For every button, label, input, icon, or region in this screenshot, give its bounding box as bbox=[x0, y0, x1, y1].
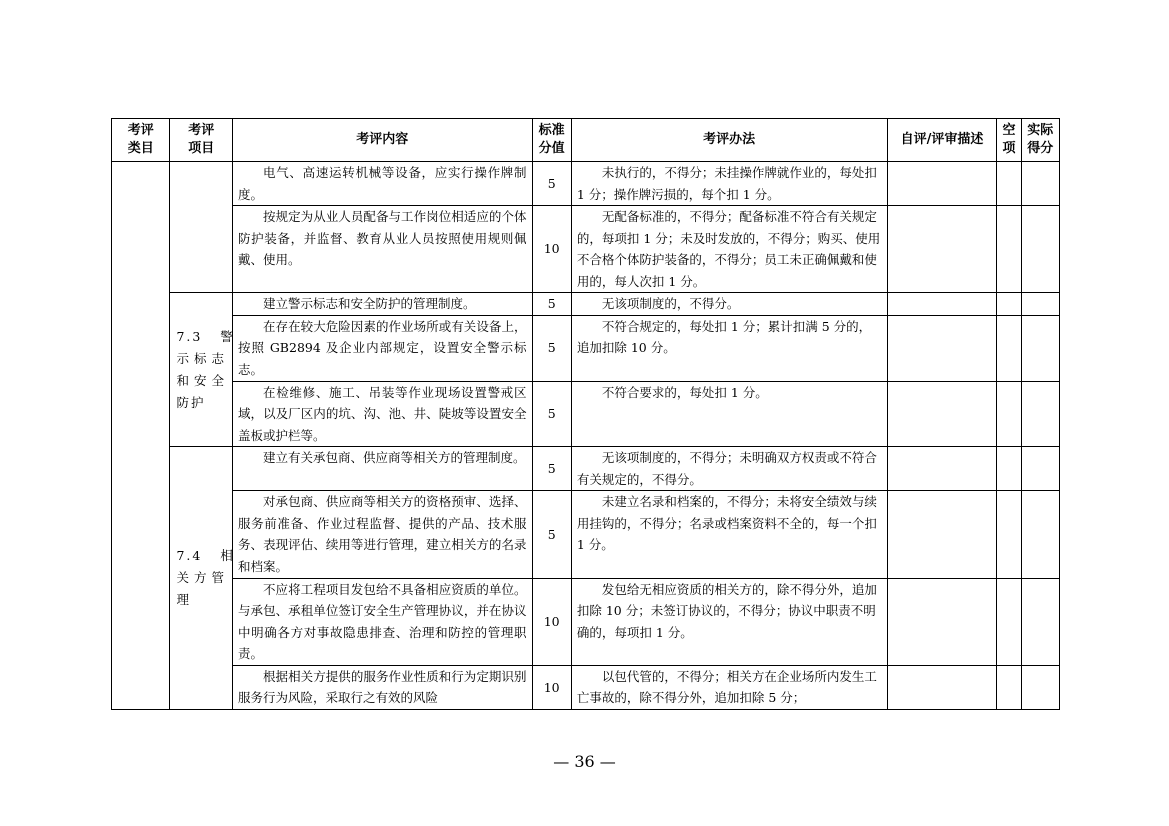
self-eval-cell[interactable] bbox=[887, 665, 997, 709]
header-self-eval: 自评/评审描述 bbox=[887, 119, 997, 162]
blank-cell[interactable] bbox=[997, 491, 1021, 578]
table-header-row bbox=[112, 119, 1060, 162]
actual-score-cell[interactable] bbox=[1021, 315, 1059, 381]
score-cell: 5 bbox=[532, 162, 571, 206]
self-eval-cell[interactable] bbox=[887, 447, 997, 491]
item-7-3-line: 示标志 bbox=[176, 350, 226, 366]
header-blank: 空 项 bbox=[997, 119, 1021, 162]
category-cell bbox=[112, 162, 170, 710]
item-7-3-line: 防护 bbox=[176, 394, 206, 410]
blank-cell[interactable] bbox=[997, 293, 1021, 316]
header-score: 标准 分值 bbox=[532, 119, 571, 162]
blank-cell[interactable] bbox=[997, 665, 1021, 709]
content-cell: 在存在较大危险因素的作业场所或有关设备上，按照 GB2894 及企业内部规定，设置安全警示标志。 bbox=[233, 315, 533, 381]
method-cell: 发包给无相应资质的相关方的，除不得分外，追加扣除 10 分；未签订协议的，不得分；协议中职责不明确的，每项扣 1 分。 bbox=[571, 578, 887, 665]
blank-cell[interactable] bbox=[997, 381, 1021, 447]
table-row bbox=[112, 447, 1060, 491]
blank-cell[interactable] bbox=[997, 447, 1021, 491]
table-row bbox=[112, 578, 1060, 665]
method-cell: 无该项制度的，不得分；未明确双方权责或不符合有关规定的，不得分。 bbox=[571, 447, 887, 491]
content-cell: 不应将工程项目发包给不具备相应资质的单位。与承包、承租单位签订安全生产管理协议，并在协议中明确各方对事故隐患排查、治理和防控的管理职责。 bbox=[233, 578, 533, 665]
header-item: 考评 项目 bbox=[170, 119, 233, 162]
evaluation-table bbox=[111, 118, 1060, 710]
score-cell: 5 bbox=[532, 315, 571, 381]
content-cell: 根据相关方提供的服务作业性质和行为定期识别服务行为风险，采取行之有效的风险 bbox=[233, 665, 533, 709]
item-7-4-line: 关方管 bbox=[176, 570, 226, 586]
method-cell: 不符合规定的，每处扣 1 分；累计扣满 5 分的，追加扣除 10 分。 bbox=[571, 315, 887, 381]
actual-score-cell[interactable] bbox=[1021, 578, 1059, 665]
header-category: 考评 类目 bbox=[112, 119, 170, 162]
actual-score-cell[interactable] bbox=[1021, 206, 1059, 293]
item-7-4-line: 理 bbox=[176, 592, 191, 608]
score-cell: 5 bbox=[532, 447, 571, 491]
page-number: — 36 — bbox=[553, 752, 616, 771]
item-7-4-cell bbox=[170, 447, 233, 710]
method-cell: 无配备标准的，不得分；配备标准不符合有关规定的，每项扣 1 分；未及时发放的，不得分；购买、使用不合格个体防护装备的，不得分；员工未正确佩戴和使用的，每人次扣 1 分。 bbox=[571, 206, 887, 293]
content-cell: 建立有关承包商、供应商等相关方的管理制度。 bbox=[233, 447, 533, 491]
self-eval-cell[interactable] bbox=[887, 206, 997, 293]
table-row bbox=[112, 491, 1060, 578]
self-eval-cell[interactable] bbox=[887, 315, 997, 381]
self-eval-cell[interactable] bbox=[887, 491, 997, 578]
header-actual: 实际 得分 bbox=[1021, 119, 1059, 162]
item-cell-continued bbox=[170, 162, 233, 293]
blank-cell[interactable] bbox=[997, 578, 1021, 665]
actual-score-cell[interactable] bbox=[1021, 162, 1059, 206]
actual-score-cell[interactable] bbox=[1021, 293, 1059, 316]
header-content: 考评内容 bbox=[233, 119, 533, 162]
content-cell: 按规定为从业人员配备与工作岗位相适应的个体防护装备，并监督、教育从业人员按照使用规则佩戴、使用。 bbox=[233, 206, 533, 293]
method-cell: 未建立名录和档案的，不得分；未将安全绩效与续用挂钩的，不得分；名录或档案资料不全的，每一个扣 1 分。 bbox=[571, 491, 887, 578]
actual-score-cell[interactable] bbox=[1021, 665, 1059, 709]
item-7-3-cell bbox=[170, 293, 233, 447]
content-cell: 在检维修、施工、吊装等作业现场设置警戒区域，以及厂区内的坑、沟、池、井、陡坡等设置安全盖板或护栏等。 bbox=[233, 381, 533, 447]
score-cell: 10 bbox=[532, 665, 571, 709]
self-eval-cell[interactable] bbox=[887, 293, 997, 316]
actual-score-cell[interactable] bbox=[1021, 447, 1059, 491]
content-cell: 对承包商、供应商等相关方的资格预审、选择、服务前准备、作业过程监督、提供的产品、技术服务、表现评估、续用等进行管理，建立相关方的名录和档案。 bbox=[233, 491, 533, 578]
table-row bbox=[112, 206, 1060, 293]
blank-cell[interactable] bbox=[997, 162, 1021, 206]
score-cell: 5 bbox=[532, 491, 571, 578]
table-row bbox=[112, 665, 1060, 709]
score-cell: 5 bbox=[532, 381, 571, 447]
score-cell: 10 bbox=[532, 206, 571, 293]
table-row bbox=[112, 162, 1060, 206]
table-row bbox=[112, 381, 1060, 447]
score-cell: 10 bbox=[532, 578, 571, 665]
method-cell: 不符合要求的，每处扣 1 分。 bbox=[571, 381, 887, 447]
method-cell: 无该项制度的，不得分。 bbox=[571, 293, 887, 316]
item-7-3-line: 和安全 bbox=[176, 372, 226, 388]
score-cell: 5 bbox=[532, 293, 571, 316]
content-cell: 电气、高速运转机械等设备，应实行操作牌制度。 bbox=[233, 162, 533, 206]
method-cell: 未执行的，不得分；未挂操作牌就作业的，每处扣 1 分；操作牌污损的，每个扣 1 分。 bbox=[571, 162, 887, 206]
table-row bbox=[112, 315, 1060, 381]
table-row bbox=[112, 293, 1060, 316]
content-cell: 建立警示标志和安全防护的管理制度。 bbox=[233, 293, 533, 316]
blank-cell[interactable] bbox=[997, 315, 1021, 381]
self-eval-cell[interactable] bbox=[887, 162, 997, 206]
item-7-4-line: 7.4 相 bbox=[176, 548, 235, 564]
self-eval-cell[interactable] bbox=[887, 381, 997, 447]
header-method: 考评办法 bbox=[571, 119, 887, 162]
blank-cell[interactable] bbox=[997, 206, 1021, 293]
method-cell: 以包代管的，不得分；相关方在企业场所内发生工亡事故的，除不得分外，追加扣除 5 分； bbox=[571, 665, 887, 709]
item-7-3-line: 7.3 警 bbox=[176, 328, 235, 344]
self-eval-cell[interactable] bbox=[887, 578, 997, 665]
actual-score-cell[interactable] bbox=[1021, 491, 1059, 578]
actual-score-cell[interactable] bbox=[1021, 381, 1059, 447]
